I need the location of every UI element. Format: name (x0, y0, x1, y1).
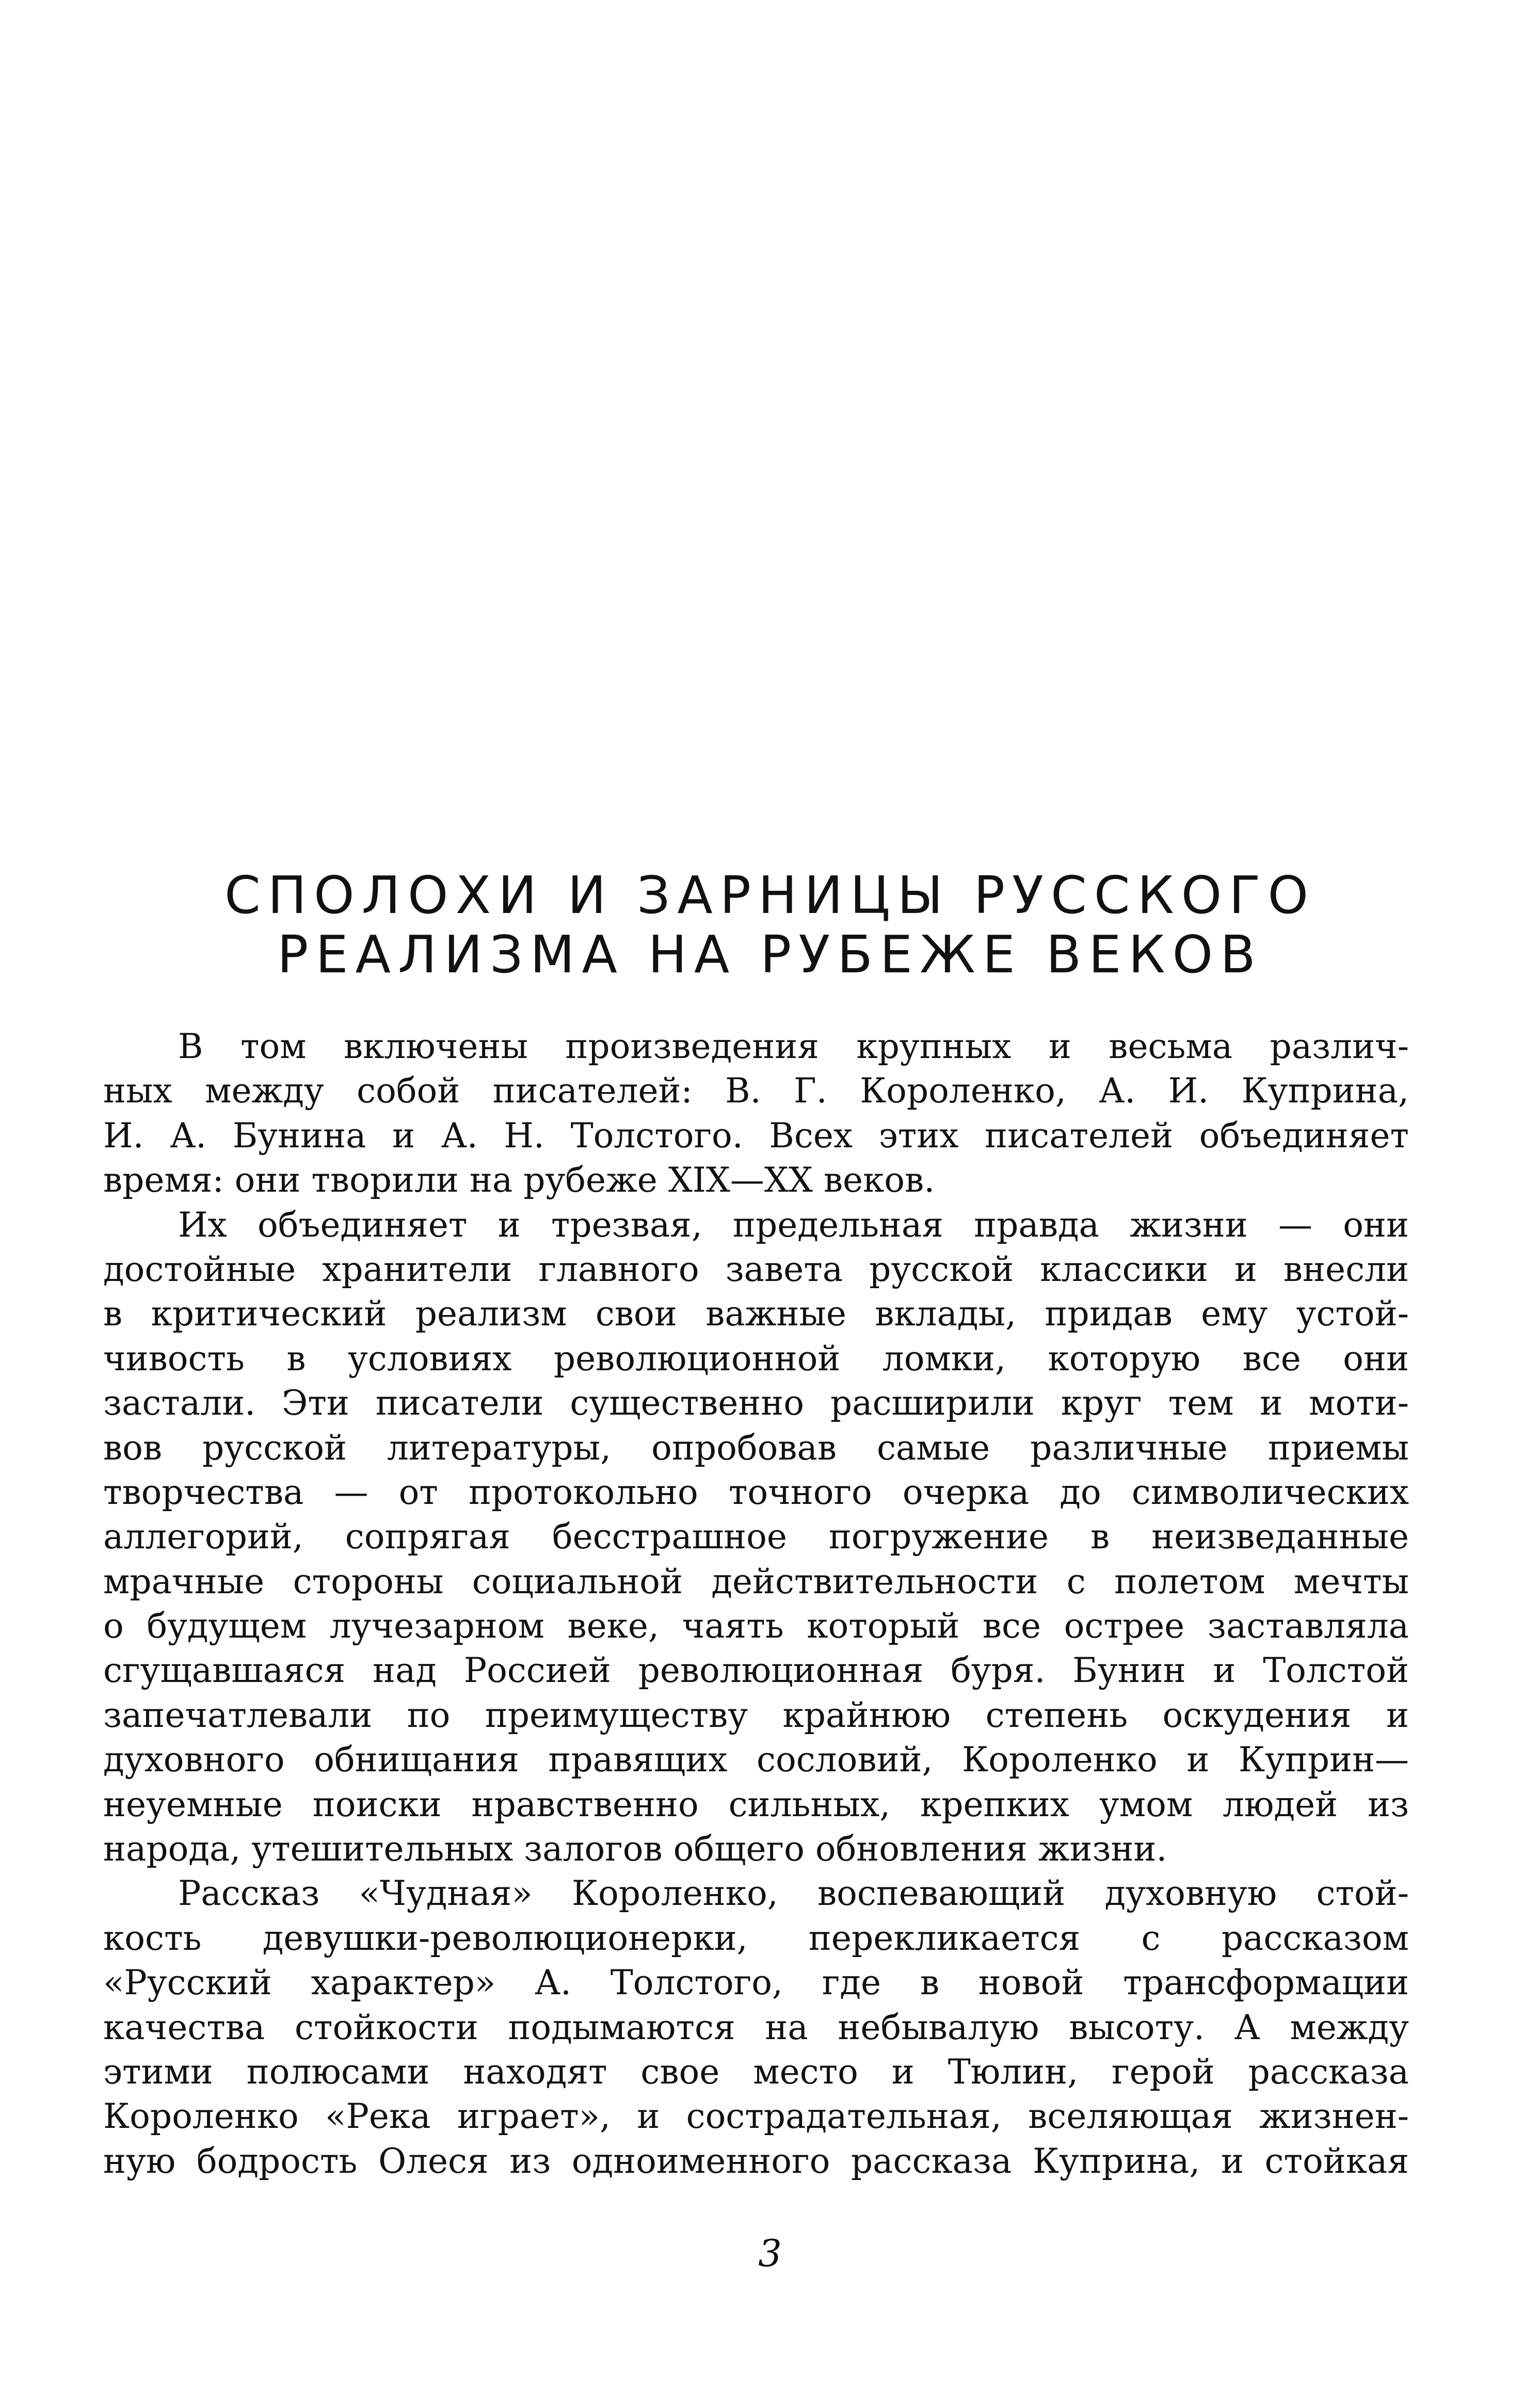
text-line: этими полюсами находят свое место и Тюлин, герой рассказа (103, 2052, 1409, 2092)
text-line: застали. Эти писатели существенно расширили круг тем и моти- (103, 1383, 1409, 1423)
text-line: в критический реализм свои важные вклады, придав ему устой- (103, 1294, 1409, 1334)
paragraph-3 (103, 1871, 1409, 2184)
text-line: Их объединяет и трезвая, предельная правда жизни — они (178, 1205, 1409, 1245)
text-line: ных между собой писателей: В. Г. Короленко, А. И. Куприна, (103, 1071, 1409, 1111)
text-line: сгущавшаяся над Россией революционная буря. Бунин и Толстой (103, 1650, 1409, 1691)
text-line: духовного обнищания правящих сословий, Короленко и Куприн— (103, 1740, 1409, 1780)
text-line: ную бодрость Олеся из одноименного рассказа Куприна, и стойкая (103, 2141, 1409, 2181)
text-line: чивость в условиях революционной ломки, которую все они (103, 1338, 1409, 1379)
text-line: мрачные стороны социальной действительности с полетом мечты (103, 1561, 1409, 1601)
text-line: запечатлевали по преимуществу крайнюю степень оскудения и (103, 1695, 1409, 1735)
text-line: Короленко «Река играет», и сострадательная, вселяющая жизнен- (103, 2096, 1409, 2137)
chapter-title-line-1: СПОЛОХИ И ЗАРНИЦЫ РУССКОГО (224, 865, 1316, 925)
paragraph-2 (103, 1203, 1409, 1872)
chapter-title-line-2: РЕАЛИЗМА НА РУБЕЖЕ ВЕКОВ (277, 924, 1263, 985)
text-line: о будущем лучезарном веке, чаять который все острее заставляла (103, 1606, 1409, 1646)
text-line: неуемные поиски нравственно сильных, крепких умом людей из (103, 1784, 1409, 1824)
text-line: аллегорий, сопрягая бесстрашное погружение в неизведанные (103, 1517, 1409, 1557)
text-line: «Русский характер» А. Толстого, где в новой трансформации (103, 1963, 1409, 2003)
text-line: время: они творили на рубеже XIX—XX веков. (103, 1160, 935, 1200)
text-line: И. А. Бунина и А. Н. Толстого. Всех этих писателей объединяет (103, 1115, 1409, 1156)
body-text (103, 1024, 1409, 2184)
text-line: кость девушки-революционерки, перекликается с рассказом (103, 1918, 1409, 1958)
text-line: качества стойкости подымаются на небывалую высоту. А между (103, 2007, 1409, 2047)
text-line: В том включены произведения крупных и весьма различ- (178, 1027, 1409, 1066)
page-number: 3 (758, 2232, 782, 2275)
text-line: достойные хранители главного завета русской классики и внесли (103, 1249, 1409, 1289)
text-line: Рассказ «Чудная» Короленко, воспевающий духовную стой- (178, 1873, 1409, 1914)
text-line: вов русской литературы, опробовав самые различные приемы (103, 1428, 1409, 1468)
paragraph-1 (103, 1024, 1409, 1203)
text-line: народа, утешительных залогов общего обновления жизни. (103, 1829, 1167, 1869)
text-line: творчества — от протокольно точного очерка до символических (103, 1472, 1409, 1512)
